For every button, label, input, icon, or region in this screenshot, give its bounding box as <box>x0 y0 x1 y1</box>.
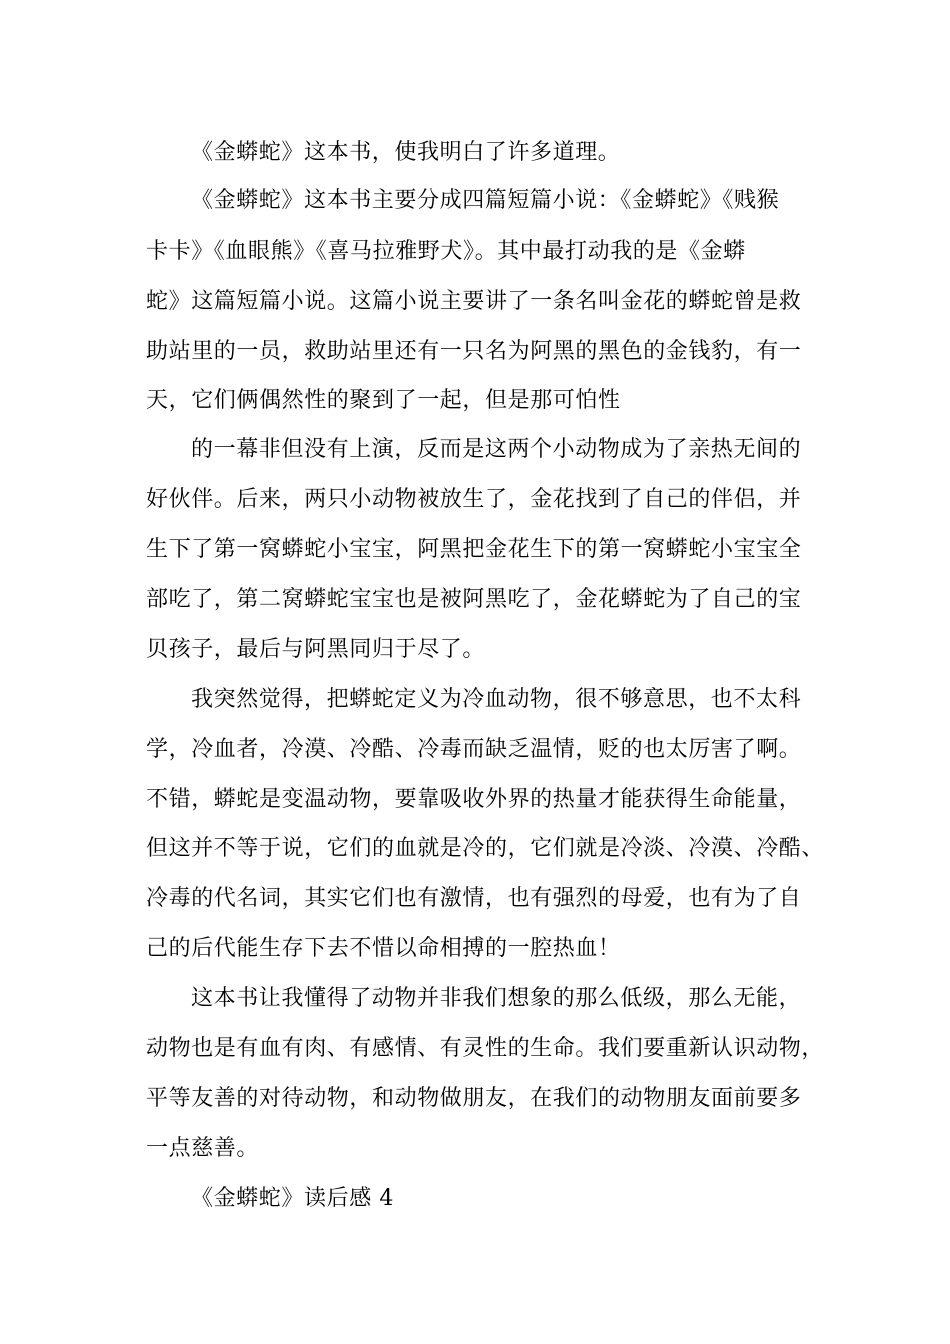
text-line: 不错，蟒蛇是变温动物，要靠吸收外界的热量才能获得生命能量， <box>146 787 802 812</box>
section-heading: 《金蟒蛇》读后感 4 <box>191 1186 394 1211</box>
text-line: 但这并不等于说，它们的血就是冷的，它们就是冷淡、冷漠、冷酷、 <box>146 836 825 861</box>
text-line: 动物也是有血有肉、有感情、有灵性的生命。我们要重新认识动物， <box>146 1036 825 1061</box>
text-line: 《金蟒蛇》这本书主要分成四篇短篇小说：《金蟒蛇》《贱猴 <box>191 188 780 213</box>
text-line: 《金蟒蛇》这本书，使我明白了许多道理。 <box>191 140 621 165</box>
text-line: 好伙伴。后来，两只小动物被放生了，金花找到了自己的伴侣，并 <box>146 487 802 512</box>
text-line: 冷毒的代名词，其实它们也有激情，也有强烈的母爱，也有为了自 <box>146 886 802 911</box>
text-line: 蛇》这篇短篇小说。这篇小说主要讲了一条名叫金花的蟒蛇曾是救 <box>146 289 802 314</box>
text-line: 天，它们俩偶然性的聚到了一起，但是那可怕性 <box>146 388 621 413</box>
text-line: 一点慈善。 <box>146 1136 260 1161</box>
text-line: 己的后代能生存下去不惜以命相搏的一腔热血！ <box>146 936 621 961</box>
text-line: 的一幕非但没有上演，反而是这两个小动物成为了亲热无间的 <box>191 437 802 462</box>
text-line: 我突然觉得，把蟒蛇定义为冷血动物，很不够意思，也不太科 <box>191 687 802 712</box>
text-line: 卡卡》《血眼熊》《喜马拉雅野犬》。其中最打动我的是《金蟒 <box>146 239 746 264</box>
text-line: 这本书让我懂得了动物并非我们想象的那么低级，那么无能， <box>191 986 802 1011</box>
text-line: 部吃了，第二窝蟒蛇宝宝也是被阿黑吃了，金花蟒蛇为了自己的宝 <box>146 587 802 612</box>
text-line: 贝孩子，最后与阿黑同归于尽了。 <box>146 637 486 662</box>
text-line: 助站里的一员，救助站里还有一只名为阿黑的黑色的金钱豹，有一 <box>146 339 802 364</box>
text-line: 学，冷血者，冷漠、冷酷、冷毒而缺乏温情，贬的也太厉害了啊。 <box>146 737 802 762</box>
text-line: 平等友善的对待动物，和动物做朋友，在我们的动物朋友面前要多 <box>146 1086 802 1111</box>
text-line: 生下了第一窝蟒蛇小宝宝，阿黑把金花生下的第一窝蟒蛇小宝宝全 <box>146 537 802 562</box>
